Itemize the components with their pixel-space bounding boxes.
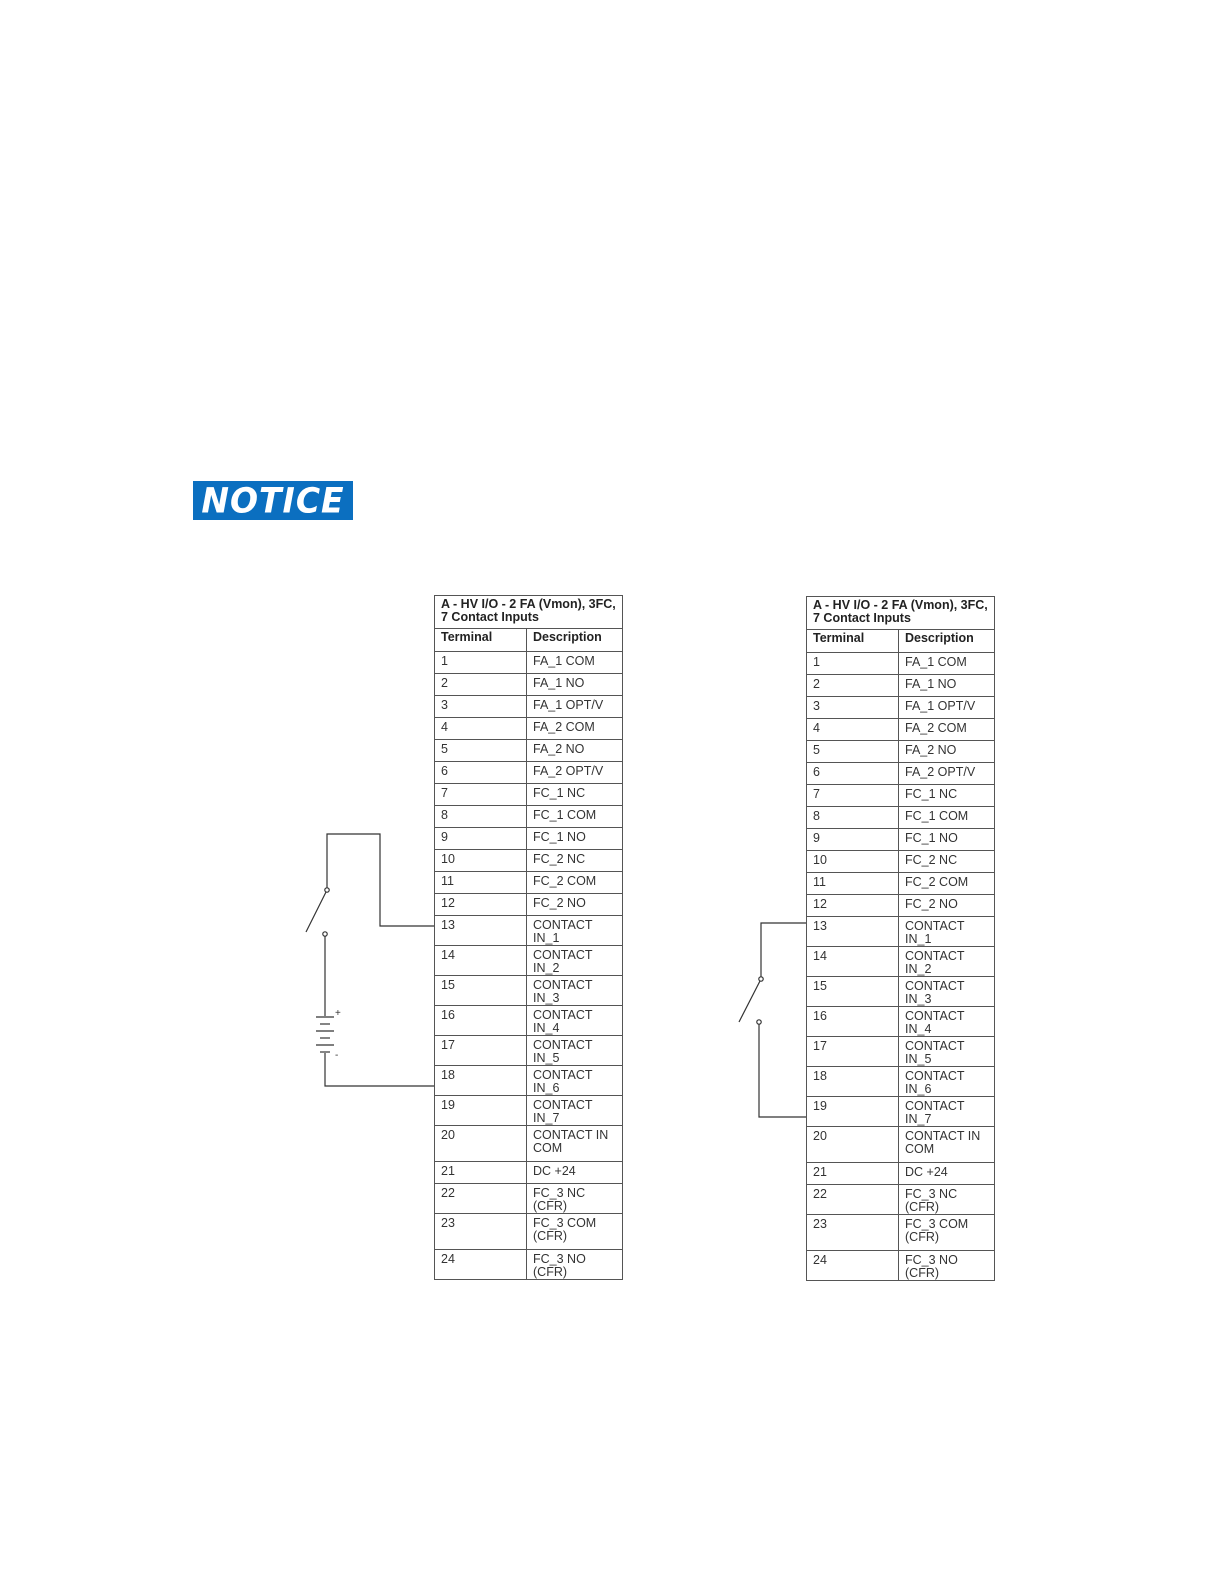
table-row (435, 872, 623, 894)
terminal-number: 23 (435, 1214, 527, 1250)
terminal-description: FC_2 NO (527, 894, 623, 916)
terminal-number: 21 (435, 1162, 527, 1184)
column-header-description: Description (899, 630, 995, 653)
wire-to-contact-in-1 (761, 923, 806, 979)
table-row (435, 1250, 623, 1280)
terminal-description: FC_3 NC (CFR) (527, 1184, 623, 1214)
right-wiring (739, 923, 806, 1117)
terminal-description: FC_2 NO (899, 895, 995, 917)
table-row (807, 719, 995, 741)
terminal-description: FC_1 NC (527, 784, 623, 806)
table-row (807, 977, 995, 1007)
switch-terminal (759, 977, 763, 981)
terminal-number: 19 (807, 1097, 899, 1127)
table-row (807, 697, 995, 719)
terminal-number: 17 (435, 1036, 527, 1066)
terminal-number: 2 (807, 675, 899, 697)
terminal-description: CONTACT IN_3 (527, 976, 623, 1006)
table-title: A - HV I/O - 2 FA (Vmon), 3FC, 7 Contact Inputs (435, 596, 623, 629)
terminal-number: 13 (807, 917, 899, 947)
terminal-number: 10 (435, 850, 527, 872)
table-row (807, 1251, 995, 1281)
terminal-description: FC_1 NC (899, 785, 995, 807)
terminal-number: 4 (435, 718, 527, 740)
terminal-number: 16 (435, 1006, 527, 1036)
terminal-number: 10 (807, 851, 899, 873)
terminal-description: FC_1 NO (527, 828, 623, 850)
wire-to-contact-in-com (325, 1053, 434, 1086)
table-row (435, 740, 623, 762)
table-row (435, 946, 623, 976)
terminal-number: 17 (807, 1037, 899, 1067)
terminal-description: CONTACT IN_1 (899, 917, 995, 947)
switch-terminal (325, 888, 329, 892)
terminal-description: FC_2 COM (899, 873, 995, 895)
terminal-number: 18 (807, 1067, 899, 1097)
table-row (807, 785, 995, 807)
switch-terminal (757, 1020, 761, 1024)
terminal-description: FA_2 OPT/V (527, 762, 623, 784)
terminal-number: 11 (807, 873, 899, 895)
table-row (807, 741, 995, 763)
terminal-description: CONTACT IN_4 (527, 1006, 623, 1036)
terminal-description: DC +24 (527, 1162, 623, 1184)
terminal-number: 15 (807, 977, 899, 1007)
terminal-number: 22 (807, 1185, 899, 1215)
terminal-description: FC_1 NO (899, 829, 995, 851)
table-row (807, 1215, 995, 1251)
table-row (807, 1007, 995, 1037)
table-title: A - HV I/O - 2 FA (Vmon), 3FC, 7 Contact Inputs (807, 597, 995, 630)
terminal-number: 23 (807, 1215, 899, 1251)
table-row (807, 917, 995, 947)
terminal-number: 9 (807, 829, 899, 851)
wire-to-contact-in-1 (327, 834, 434, 926)
terminal-number: 6 (807, 763, 899, 785)
table-row (435, 718, 623, 740)
table-row (807, 947, 995, 977)
table-row (807, 895, 995, 917)
table-row (435, 762, 623, 784)
table-row (435, 696, 623, 718)
terminal-number: 13 (435, 916, 527, 946)
table-row (435, 806, 623, 828)
terminal-number: 14 (435, 946, 527, 976)
terminal-number: 12 (435, 894, 527, 916)
table-row (435, 976, 623, 1006)
table-row (435, 1162, 623, 1184)
terminal-description: CONTACT IN_7 (527, 1096, 623, 1126)
wire-to-dc-24 (759, 1022, 806, 1117)
terminal-rows (435, 652, 623, 1280)
terminal-number: 5 (807, 741, 899, 763)
switch-terminal (323, 932, 327, 936)
terminal-description: CONTACT IN_6 (527, 1066, 623, 1096)
terminal-description: CONTACT IN COM (899, 1127, 995, 1163)
table-row (435, 1214, 623, 1250)
column-header-terminal: Terminal (435, 629, 527, 652)
switch-blade (306, 890, 327, 932)
table-row (807, 1127, 995, 1163)
terminal-description: FA_1 OPT/V (899, 697, 995, 719)
table-row (435, 850, 623, 872)
table-row (435, 828, 623, 850)
terminal-number: 20 (435, 1126, 527, 1162)
terminal-description: FC_3 NC (CFR) (899, 1185, 995, 1215)
terminal-description: FC_2 NC (527, 850, 623, 872)
battery-plus-label: + (335, 1008, 341, 1019)
terminal-number: 24 (807, 1251, 899, 1281)
table-row (435, 652, 623, 674)
terminal-number: 18 (435, 1066, 527, 1096)
terminal-description: DC +24 (899, 1163, 995, 1185)
terminal-description: FA_1 COM (899, 653, 995, 675)
terminal-number: 6 (435, 762, 527, 784)
table-row (435, 1006, 623, 1036)
table-row (435, 1066, 623, 1096)
terminal-description: FA_2 OPT/V (899, 763, 995, 785)
terminal-description: CONTACT IN_5 (527, 1036, 623, 1066)
terminal-number: 8 (435, 806, 527, 828)
terminal-description: CONTACT IN_1 (527, 916, 623, 946)
table-row (807, 653, 995, 675)
terminal-description: FC_3 COM (CFR) (899, 1215, 995, 1251)
terminal-number: 20 (807, 1127, 899, 1163)
terminal-description: CONTACT IN_2 (527, 946, 623, 976)
terminal-description: CONTACT IN_3 (899, 977, 995, 1007)
left-wiring (306, 834, 434, 1086)
terminal-description: FC_1 COM (527, 806, 623, 828)
table-row (807, 829, 995, 851)
table-row (435, 1036, 623, 1066)
terminal-description: FC_1 COM (899, 807, 995, 829)
terminal-rows (807, 653, 995, 1281)
table-row (807, 675, 995, 697)
notice-label: NOTICE (201, 480, 345, 521)
column-header-description: Description (527, 629, 623, 652)
terminal-description: FC_2 COM (527, 872, 623, 894)
terminal-description: CONTACT IN_2 (899, 947, 995, 977)
table-row (807, 873, 995, 895)
terminal-description: FA_1 OPT/V (527, 696, 623, 718)
terminal-table-right (806, 596, 995, 1281)
terminal-number: 12 (807, 895, 899, 917)
terminal-table-left (434, 595, 623, 1280)
notice-badge (193, 481, 353, 520)
table-row (435, 1184, 623, 1214)
terminal-description: FC_3 NO (CFR) (527, 1250, 623, 1280)
table-row (807, 1163, 995, 1185)
terminal-number: 14 (807, 947, 899, 977)
table-row (435, 674, 623, 696)
terminal-number: 1 (435, 652, 527, 674)
terminal-number: 3 (807, 697, 899, 719)
terminal-description: FC_3 COM (CFR) (527, 1214, 623, 1250)
column-header-terminal: Terminal (807, 630, 899, 653)
terminal-number: 4 (807, 719, 899, 741)
terminal-description: FC_3 NO (CFR) (899, 1251, 995, 1281)
terminal-number: 1 (807, 653, 899, 675)
terminal-description: CONTACT IN_6 (899, 1067, 995, 1097)
terminal-number: 2 (435, 674, 527, 696)
terminal-number: 15 (435, 976, 527, 1006)
table-row (807, 763, 995, 785)
terminal-number: 21 (807, 1163, 899, 1185)
table-row (435, 916, 623, 946)
terminal-number: 7 (435, 784, 527, 806)
terminal-description: FA_2 COM (899, 719, 995, 741)
table-row (807, 1097, 995, 1127)
terminal-description: CONTACT IN_4 (899, 1007, 995, 1037)
battery-minus-label: - (335, 1050, 339, 1061)
terminal-description: CONTACT IN COM (527, 1126, 623, 1162)
terminal-number: 9 (435, 828, 527, 850)
terminal-description: FA_1 COM (527, 652, 623, 674)
terminal-number: 8 (807, 807, 899, 829)
terminal-number: 22 (435, 1184, 527, 1214)
terminal-description: FA_1 NO (899, 675, 995, 697)
table-row (435, 894, 623, 916)
terminal-description: FA_1 NO (527, 674, 623, 696)
switch-blade (739, 979, 761, 1022)
table-row (807, 1185, 995, 1215)
terminal-number: 3 (435, 696, 527, 718)
terminal-description: FA_2 COM (527, 718, 623, 740)
table-row (435, 1096, 623, 1126)
terminal-number: 19 (435, 1096, 527, 1126)
table-row (807, 851, 995, 873)
terminal-description: FA_2 NO (527, 740, 623, 762)
table-row (807, 807, 995, 829)
terminal-description: FA_2 NO (899, 741, 995, 763)
terminal-number: 7 (807, 785, 899, 807)
table-row (435, 784, 623, 806)
terminal-description: FC_2 NC (899, 851, 995, 873)
terminal-description: CONTACT IN_5 (899, 1037, 995, 1067)
table-row (807, 1067, 995, 1097)
table-row (807, 1037, 995, 1067)
terminal-number: 24 (435, 1250, 527, 1280)
terminal-number: 11 (435, 872, 527, 894)
terminal-description: CONTACT IN_7 (899, 1097, 995, 1127)
table-row (435, 1126, 623, 1162)
terminal-number: 16 (807, 1007, 899, 1037)
terminal-number: 5 (435, 740, 527, 762)
